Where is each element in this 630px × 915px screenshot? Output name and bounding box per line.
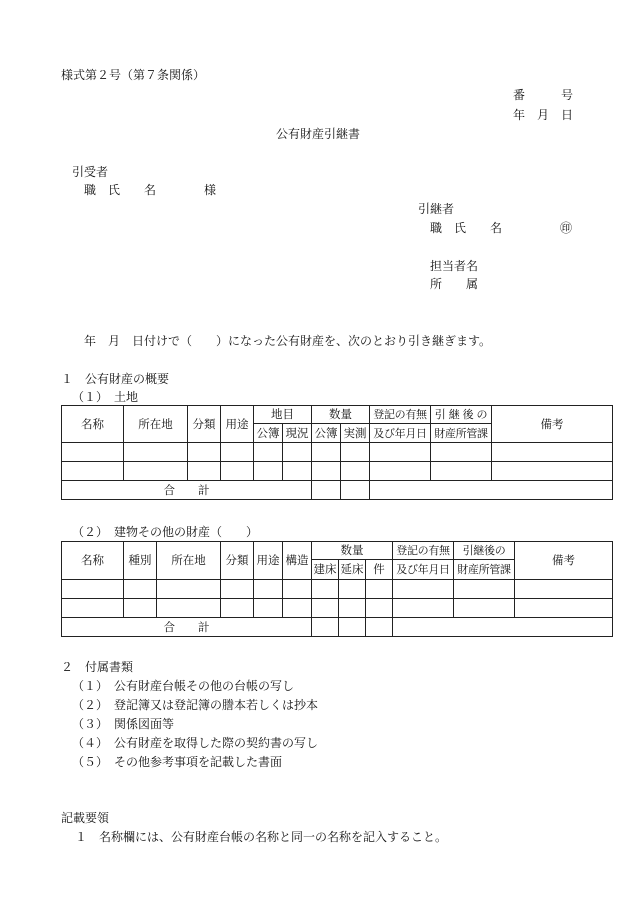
transferrer-name-line: 職 氏 名	[430, 221, 503, 235]
seal-icon: ㊞	[560, 221, 573, 235]
attachment-item: （３） 関係図面等	[72, 717, 175, 731]
buildings-total-label: 合 計	[62, 618, 312, 637]
land-header-manager-2: 財産所管課	[431, 424, 492, 443]
buildings-header-usage: 用途	[254, 542, 283, 580]
land-data-row	[62, 443, 613, 462]
buildings-header-quantity: 数量	[312, 542, 393, 560]
form-number: 様式第２号（第７条関係）	[61, 68, 206, 82]
buildings-header-count: 件	[366, 560, 393, 580]
buildings-header-structure: 構造	[283, 542, 312, 580]
buildings-header-row	[62, 542, 613, 560]
attachment-item: （２） 登記簿又は登記簿の謄本若しくは抄本	[72, 698, 319, 712]
attachment-item: （１） 公有財産台帳その他の台帳の写し	[72, 679, 295, 693]
buildings-header-manager-2: 財産所管課	[454, 560, 515, 580]
section1-heading: １ 公有財産の概要	[61, 372, 170, 386]
receiver-label: 引受者	[72, 165, 109, 179]
receiver-name-line: 職 氏 名 様	[84, 183, 217, 197]
buildings-data-row	[62, 580, 613, 599]
land-header-current: 現況	[283, 424, 312, 443]
land-header-registration-1: 登記の有無	[370, 406, 431, 424]
land-header-quantity: 数量	[312, 406, 370, 424]
buildings-total-row	[62, 618, 613, 637]
land-header-qty-actual: 実測	[341, 424, 370, 443]
land-total-row	[62, 481, 613, 500]
document-date: 年 月 日	[513, 108, 574, 122]
land-total-label: 合 計	[62, 481, 312, 500]
buildings-header-name: 名称	[62, 542, 124, 580]
intro-sentence: 年 月 日付けで（ ）になった公有財産を、次のとおり引き継ぎます。	[84, 334, 492, 348]
buildings-header-type: 種別	[124, 542, 157, 580]
attachment-item: （５） その他参考事項を記載した書面	[72, 755, 283, 769]
buildings-header-registration-2: 及び年月日	[393, 560, 454, 580]
land-header-classification: 分類	[188, 406, 221, 443]
land-header-remarks: 備考	[492, 406, 613, 443]
buildings-header-classification: 分類	[221, 542, 254, 580]
page-title: 公有財産引継書	[276, 127, 361, 141]
buildings-header-manager-1: 引継後の	[454, 542, 515, 560]
buildings-subheading: （２） 建物その他の財産（ ）	[72, 525, 259, 539]
notes-heading: 記載要領	[61, 811, 110, 825]
buildings-table	[61, 541, 613, 637]
land-header-land-category: 地目	[254, 406, 312, 424]
land-header-qty-registry: 公簿	[312, 424, 341, 443]
land-header-usage: 用途	[221, 406, 254, 443]
buildings-header-building-area: 建床	[312, 560, 339, 580]
affiliation: 所 属	[430, 277, 479, 291]
land-header-location: 所在地	[124, 406, 188, 443]
buildings-header-floor-area: 延床	[339, 560, 366, 580]
attachment-item: （４） 公有財産を取得した際の契約書の写し	[72, 736, 319, 750]
person-in-charge: 担当者名	[430, 259, 479, 273]
land-table	[61, 405, 613, 500]
land-header-name: 名称	[62, 406, 124, 443]
land-header-row	[62, 406, 613, 424]
section2-heading: ２ 付属書類	[61, 660, 134, 674]
land-subheading: （１） 土地	[72, 390, 139, 404]
document-number: 番 号	[513, 88, 574, 102]
notes-item: １ 名称欄には、公有財産台帳の名称と同一の名称を記入すること。	[75, 830, 448, 844]
buildings-header-remarks: 備考	[515, 542, 613, 580]
buildings-header-location: 所在地	[157, 542, 221, 580]
land-header-registration-2: 及び年月日	[370, 424, 431, 443]
buildings-header-registration-1: 登記の有無	[393, 542, 454, 560]
land-header-manager-1: 引 継 後 の	[431, 406, 492, 424]
buildings-data-row	[62, 599, 613, 618]
transferrer-label: 引継者	[418, 202, 455, 216]
land-header-registry: 公簿	[254, 424, 283, 443]
land-data-row	[62, 462, 613, 481]
